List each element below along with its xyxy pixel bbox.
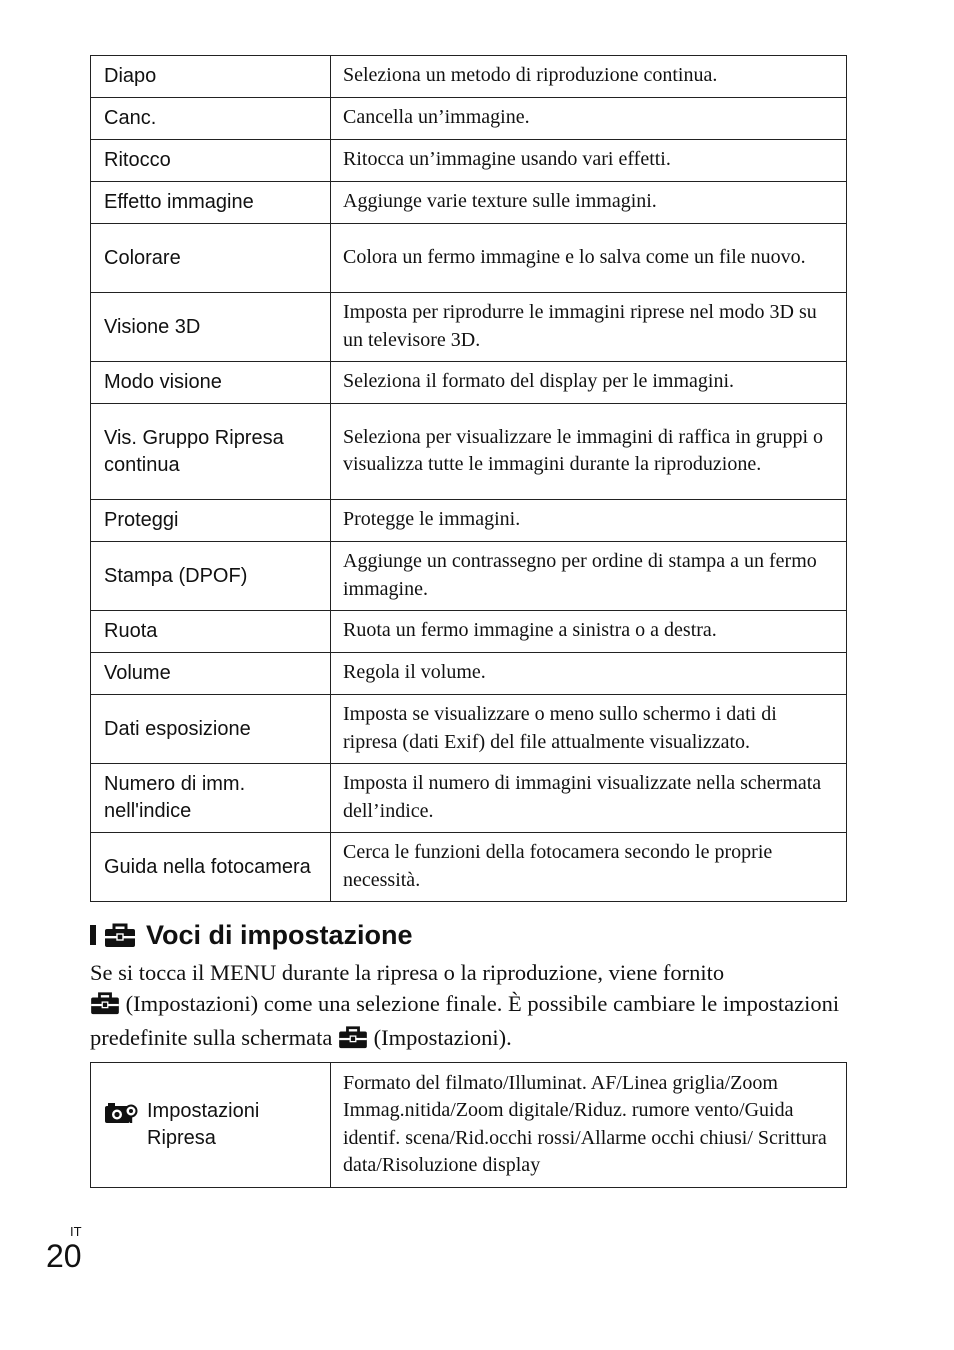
table-row bbox=[91, 224, 847, 293]
item-description: Formato del filmato/Illuminat. AF/Linea griglia/Zoom Immag.nitida/Zoom digitale/Riduz. rumore vento/Guida identif. scena/Rid.occhi rossi/Allarme occhi chiusi/ Scrittura data/Risoluzione display bbox=[331, 1063, 847, 1188]
table-row bbox=[91, 653, 847, 695]
item-description: Imposta se visualizzare o meno sullo schermo i dati di ripresa (dati Exif) del file attualmente visualizzato. bbox=[331, 695, 847, 764]
section-heading bbox=[90, 916, 413, 954]
item-description: Cancella un’immagine. bbox=[331, 98, 847, 140]
section-title: Voci di impostazione bbox=[146, 920, 413, 950]
item-description: Seleziona il formato del display per le immagini. bbox=[331, 362, 847, 404]
section-intro bbox=[90, 958, 850, 1058]
table-row bbox=[91, 833, 847, 902]
table-row bbox=[91, 1063, 847, 1188]
item-name: Proteggi bbox=[91, 500, 331, 542]
item-name: Stampa (DPOF) bbox=[91, 542, 331, 611]
item-name: Effetto immagine bbox=[91, 182, 331, 224]
toolbox-icon bbox=[90, 991, 120, 1024]
item-description: Aggiunge varie texture sulle immagini. bbox=[331, 182, 847, 224]
item-name: Numero di imm. nell'indice bbox=[91, 764, 331, 833]
intro-text-2: (Impostazioni) come una selezione finale. È possibile cambiare le impostazioni predefinite sulla schermata bbox=[90, 990, 840, 1050]
language-code: IT bbox=[70, 1224, 82, 1239]
item-name: Ruota bbox=[91, 611, 331, 653]
item-description: Seleziona per visualizzare le immagini di raffica in gruppi o visualizza tutte le immagini durante la riproduzione. bbox=[331, 404, 847, 500]
item-description: Cerca le funzioni della fotocamera secondo le proprie necessità. bbox=[331, 833, 847, 902]
item-name: Vis. Gruppo Ripresa continua bbox=[91, 404, 331, 500]
intro-text-3: (Impostazioni). bbox=[373, 1025, 512, 1050]
intro-text-1: Se si tocca il MENU durante la ripresa o la riproduzione, viene fornito bbox=[90, 960, 725, 985]
item-description: Protegge le immagini. bbox=[331, 500, 847, 542]
item-description: Aggiunge un contrassegno per ordine di stampa a un fermo immagine. bbox=[331, 542, 847, 611]
playback-menu-table bbox=[90, 55, 847, 902]
item-description: Imposta per riprodurre le immagini riprese nel modo 3D su un televisore 3D. bbox=[331, 293, 847, 362]
item-name: Canc. bbox=[91, 98, 331, 140]
toolbox-icon bbox=[338, 1025, 368, 1058]
item-name: Impostazioni Ripresa bbox=[147, 1100, 260, 1149]
item-description: Seleziona un metodo di riproduzione continua. bbox=[331, 56, 847, 98]
table-row bbox=[91, 404, 847, 500]
item-name: Modo visione bbox=[91, 362, 331, 404]
item-name-cell bbox=[91, 1063, 331, 1188]
table-row bbox=[91, 764, 847, 833]
item-name: Diapo bbox=[91, 56, 331, 98]
table-row bbox=[91, 362, 847, 404]
item-description: Colora un fermo immagine e lo salva come un file nuovo. bbox=[331, 224, 847, 293]
item-description: Regola il volume. bbox=[331, 653, 847, 695]
item-name: Volume bbox=[91, 653, 331, 695]
table-row bbox=[91, 182, 847, 224]
table-row bbox=[91, 611, 847, 653]
item-name: Dati esposizione bbox=[91, 695, 331, 764]
item-description: Imposta il numero di immagini visualizzate nella schermata dell’indice. bbox=[331, 764, 847, 833]
page-number: 20 bbox=[46, 1238, 82, 1274]
item-name: Visione 3D bbox=[91, 293, 331, 362]
camera-settings-icon bbox=[104, 1101, 138, 1133]
heading-marker bbox=[90, 925, 96, 945]
item-description: Ritocca un’immagine usando vari effetti. bbox=[331, 140, 847, 182]
table-row bbox=[91, 98, 847, 140]
item-name: Ritocco bbox=[91, 140, 331, 182]
table-row bbox=[91, 542, 847, 611]
table-row bbox=[91, 56, 847, 98]
item-description: Ruota un fermo immagine a sinistra o a destra. bbox=[331, 611, 847, 653]
toolbox-icon bbox=[104, 922, 136, 948]
table-row bbox=[91, 140, 847, 182]
item-name: Guida nella fotocamera bbox=[91, 833, 331, 902]
table-row bbox=[91, 500, 847, 542]
settings-menu-table bbox=[90, 1062, 847, 1188]
table-row bbox=[91, 293, 847, 362]
table-row bbox=[91, 695, 847, 764]
item-name: Colorare bbox=[91, 224, 331, 293]
